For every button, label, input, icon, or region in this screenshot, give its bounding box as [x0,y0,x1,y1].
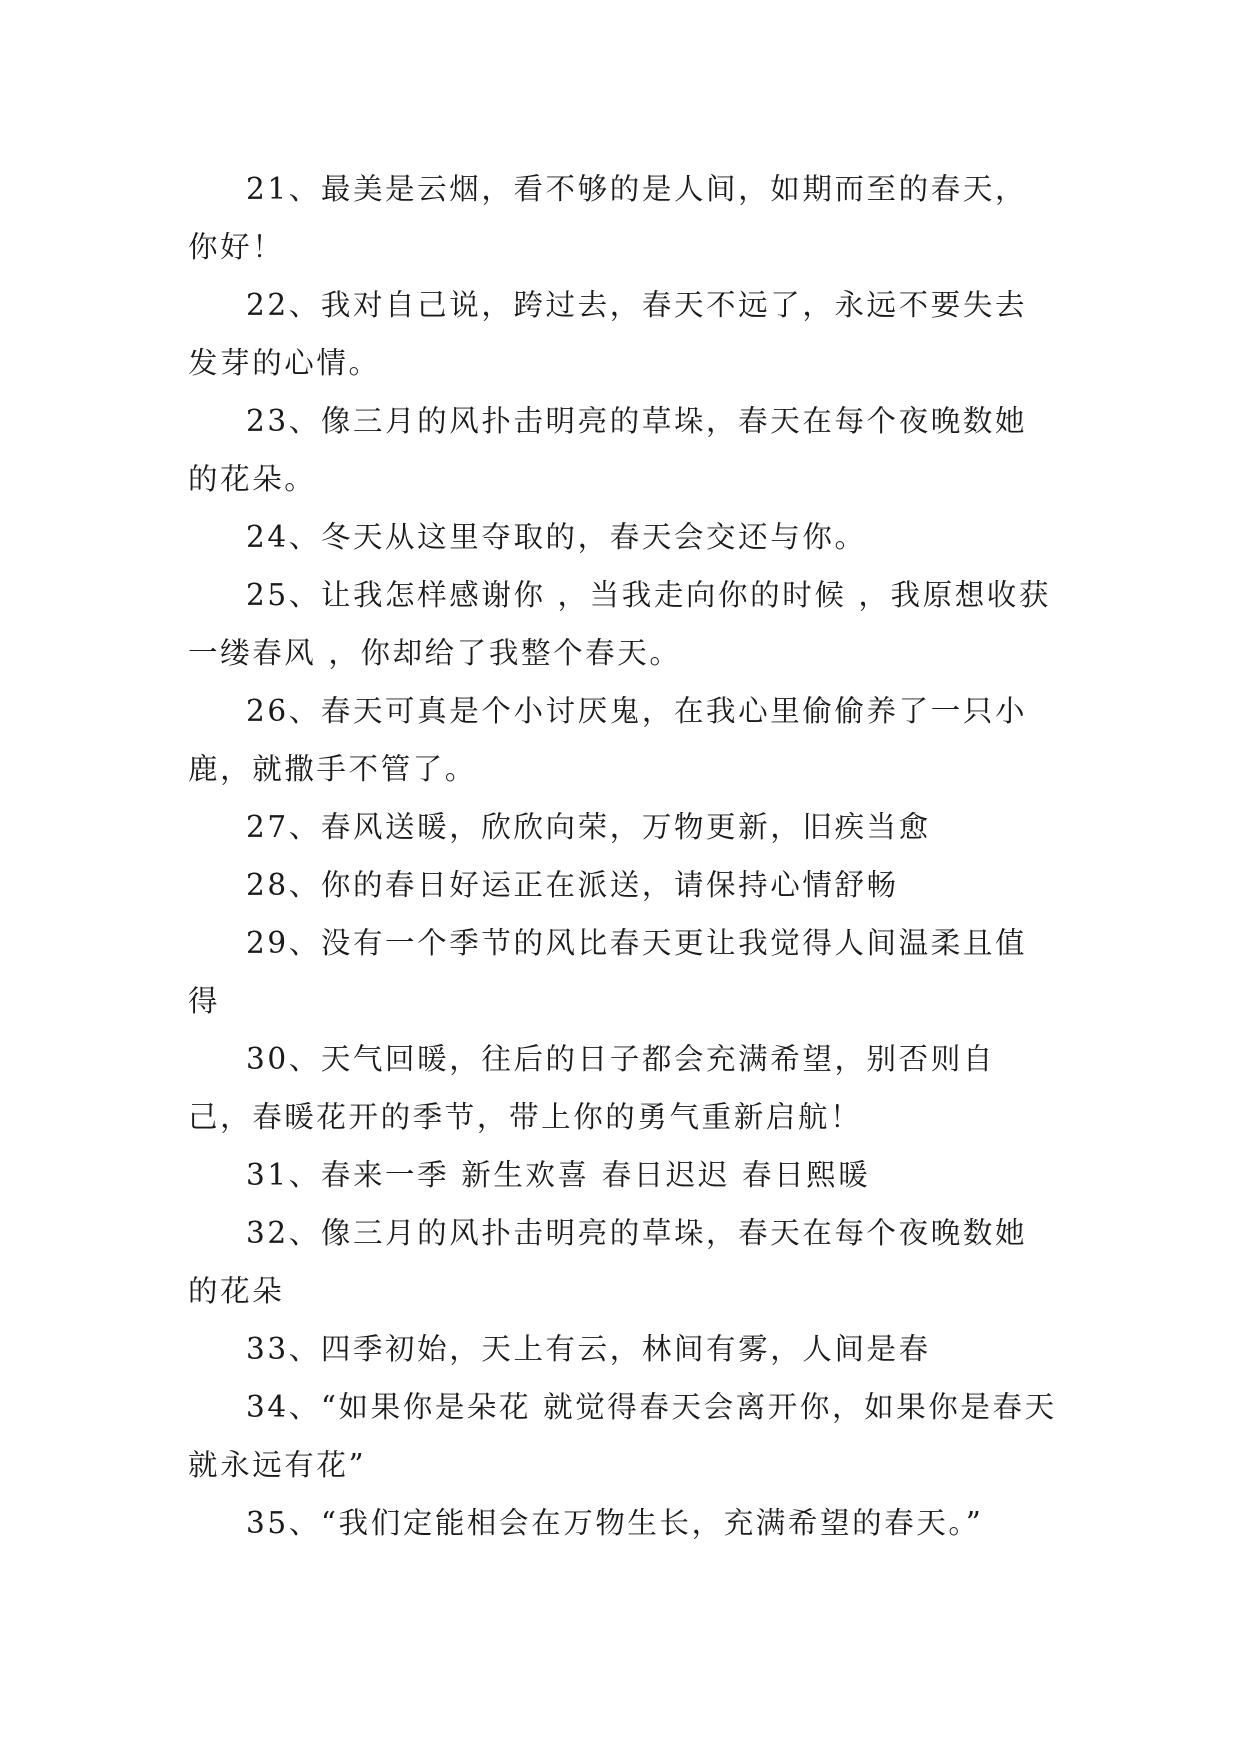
paragraph-35: 35、“我们定能相会在万物生长，充满希望的春天。” [246,1506,984,1540]
paragraph-30: 30、天气回暖，往后的日子都会充满希望，别否则自己，春暖花开的季节，带上你的勇气重新启航！ [188,1042,995,1134]
paragraph-25: 25、让我怎样感谢你 ，当我走向你的时候 ，我原想收获一缕春风 ，你却给了我整个春天。 [188,578,1051,670]
paragraph-27: 27、春风送暖，欣欣向荣，万物更新，旧疾当愈 [246,810,931,844]
paragraph-21: 21、最美是云烟，看不够的是人间，如期而至的春天，你好！ [188,172,1028,264]
paragraph-34: 34、“如果你是朵花 就觉得春天会离开你，如果你是春天 就永远有花” [188,1390,1069,1482]
paragraph-32: 32、像三月的风扑击明亮的草垛，春天在每个夜晚数她的花朵 [188,1216,1028,1308]
paragraph-23: 23、像三月的风扑击明亮的草垛，春天在每个夜晚数她的花朵。 [188,404,1028,496]
paragraph-24: 24、冬天从这里夺取的，春天会交还与你。 [246,520,867,554]
paragraph-29: 29、没有一个季节的风比春天更让我觉得人间温柔且值得 [188,926,1028,1018]
document-body [188,160,1069,1552]
paragraph-31: 31、春来一季 新生欢喜 春日迟迟 春日熙暖 [246,1158,871,1192]
paragraph-28: 28、你的春日好运正在派送，请保持心情舒畅 [246,868,899,902]
paragraph-33: 33、四季初始，天上有云，林间有雾，人间是春 [246,1332,931,1366]
paragraph-26: 26、春天可真是个小讨厌鬼，在我心里偷偷养了一只小鹿，就撒手不管了。 [188,694,1028,786]
paragraph-22: 22、我对自己说，跨过去，春天不远了，永远不要失去发芽的心情。 [188,288,1028,380]
